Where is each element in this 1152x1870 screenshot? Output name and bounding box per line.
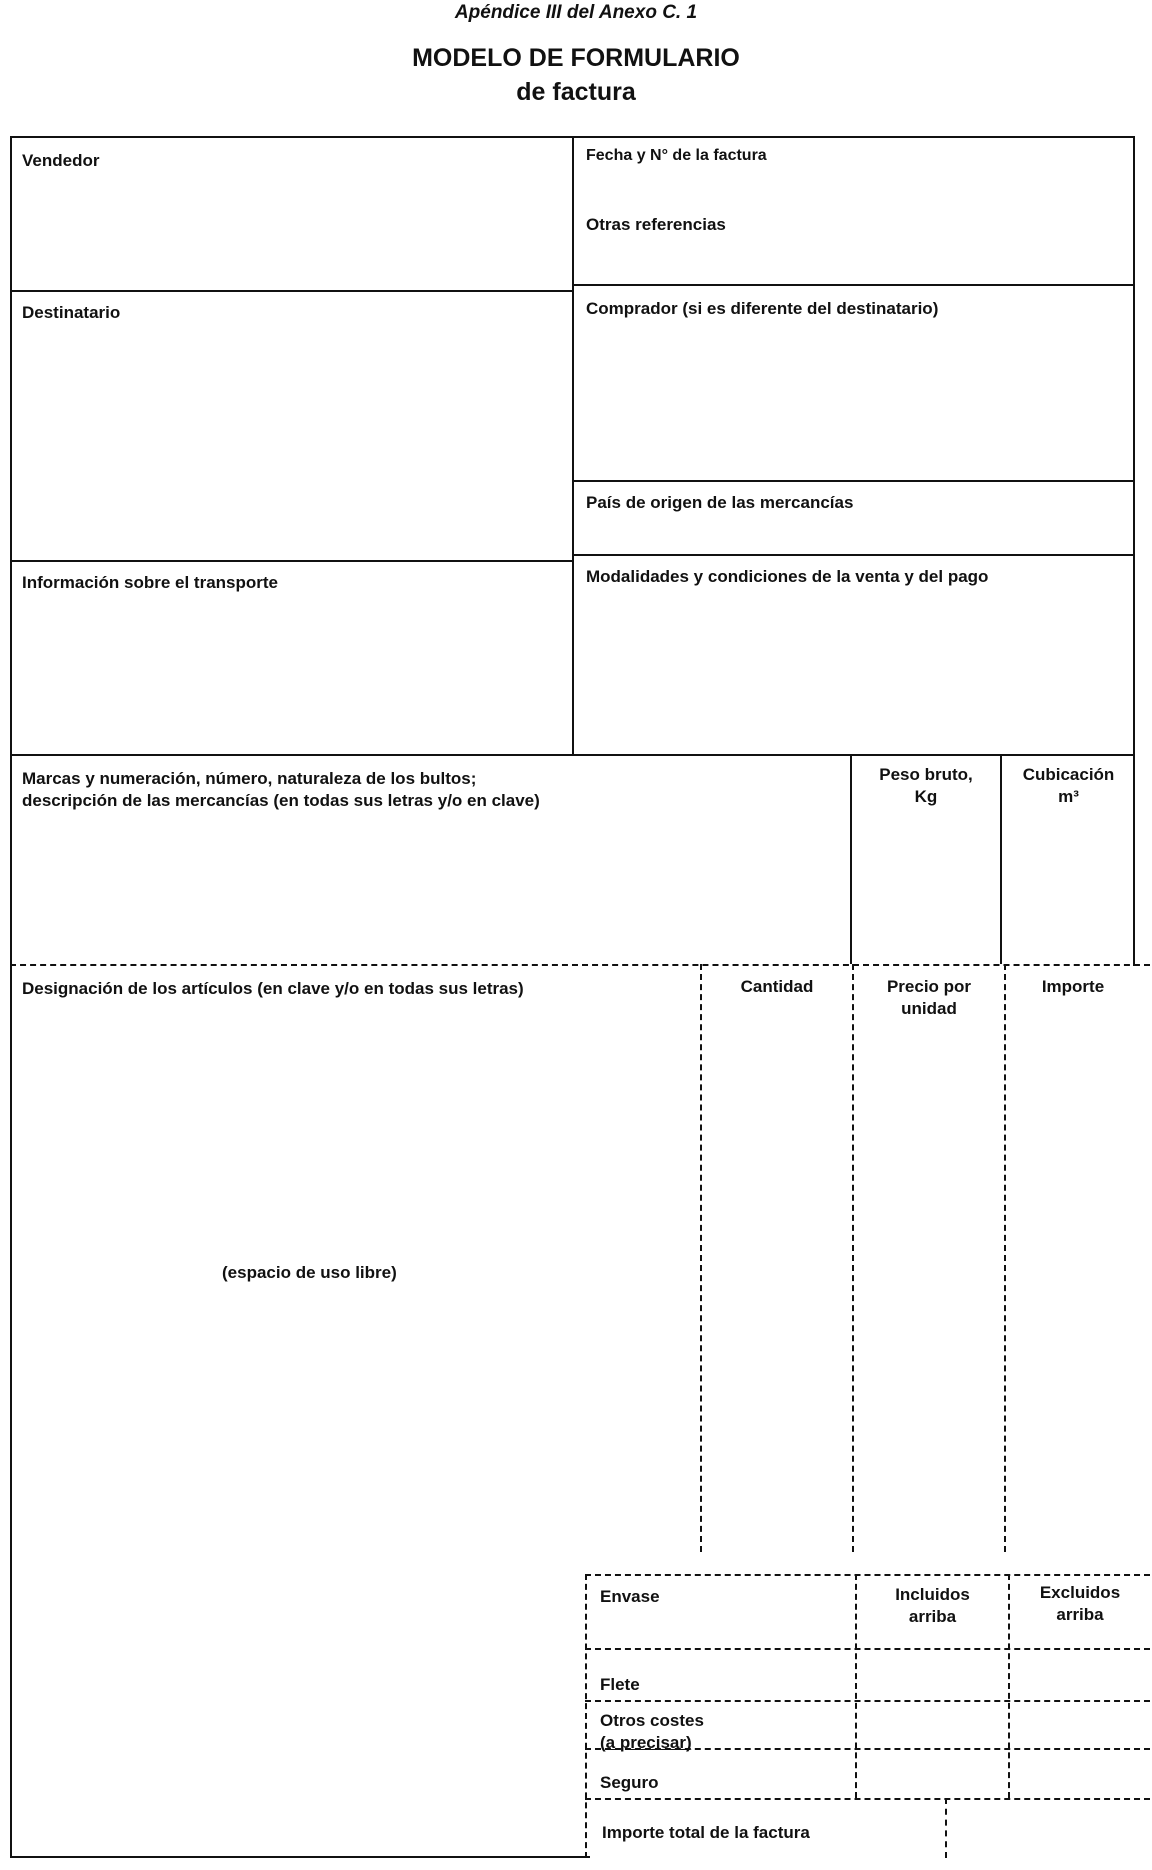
otros-costes-label-line2: (a precisar) [600, 1733, 692, 1752]
designacion-label: Designación de los artículos (en clave y/o en todas sus letras) [22, 979, 524, 998]
modalidades-label: Modalidades y condiciones de la venta y del pago [586, 567, 989, 586]
frame-left-border [10, 136, 12, 1858]
importe-label: Importe [1041, 977, 1105, 996]
incluidos-label-line2: arriba [908, 1607, 957, 1626]
right-sep-3 [572, 554, 1135, 556]
fecha-numero-label: Fecha y N° de la factura [586, 147, 767, 164]
precio-label-line2: unidad [901, 999, 957, 1018]
otros-costes-label-line1: Otros costes [600, 1711, 704, 1730]
items-col-importe [1004, 964, 1006, 1552]
frame-bottom-border [10, 1856, 590, 1858]
left-sep-2 [10, 560, 573, 562]
costs-left-dashed [585, 1574, 587, 1858]
costs-top-dashed [585, 1574, 1150, 1576]
appendix-reference: Apéndice III del Anexo C. 1 [454, 2, 698, 23]
transporte-label: Información sobre el transporte [22, 573, 278, 592]
cubicacion-label-line2: m³ [1058, 787, 1079, 806]
right-sep-2 [572, 480, 1135, 482]
otras-referencias-label: Otras referencias [586, 215, 726, 234]
items-top-dashed [10, 964, 1150, 966]
items-col-precio [852, 964, 854, 1552]
total-right-dashed [945, 1798, 947, 1858]
envase-label: Envase [600, 1587, 660, 1606]
left-sep-1 [10, 290, 573, 292]
peso-label-line2: Kg [914, 787, 938, 806]
form-title: MODELO DE FORMULARIO [412, 44, 740, 72]
comprador-label: Comprador (si es diferente del destinatario) [586, 299, 939, 318]
pais-origen-label: País de origen de las mercancías [586, 493, 854, 512]
vendedor-label: Vendedor [22, 151, 100, 170]
marcas-label-line2: descripción de las mercancías (en todas sus letras y/o en clave) [22, 791, 540, 810]
destinatario-label: Destinatario [22, 303, 121, 322]
right-sep-1 [572, 284, 1135, 286]
incluidos-label-line1: Incluidos [895, 1585, 970, 1604]
frame-right-border-upper [1133, 136, 1135, 966]
center-divider [572, 136, 574, 756]
flete-label: Flete [600, 1675, 640, 1694]
items-col-cantidad [700, 964, 702, 1552]
form-subtitle: de factura [516, 78, 636, 106]
excluidos-label-line2: arriba [1056, 1605, 1104, 1624]
espacio-libre-label: (espacio de uso libre) [222, 1263, 397, 1282]
seguro-label: Seguro [600, 1773, 659, 1792]
costs-row-4 [585, 1798, 1150, 1800]
total-factura-label: Importe total de la factura [602, 1823, 810, 1842]
precio-label-line1: Precio por [886, 977, 972, 996]
costs-row-1 [585, 1648, 1150, 1650]
peso-label-line1: Peso bruto, [879, 765, 973, 784]
costs-row-2 [585, 1700, 1150, 1702]
goods-top-border [10, 754, 1135, 756]
cantidad-label: Cantidad [740, 977, 814, 996]
excluidos-label-line1: Excluidos [1039, 1583, 1121, 1602]
cubicacion-label-line1: Cubicación [1022, 765, 1115, 784]
marcas-label-line1: Marcas y numeración, número, naturaleza de los bultos; [22, 769, 477, 788]
